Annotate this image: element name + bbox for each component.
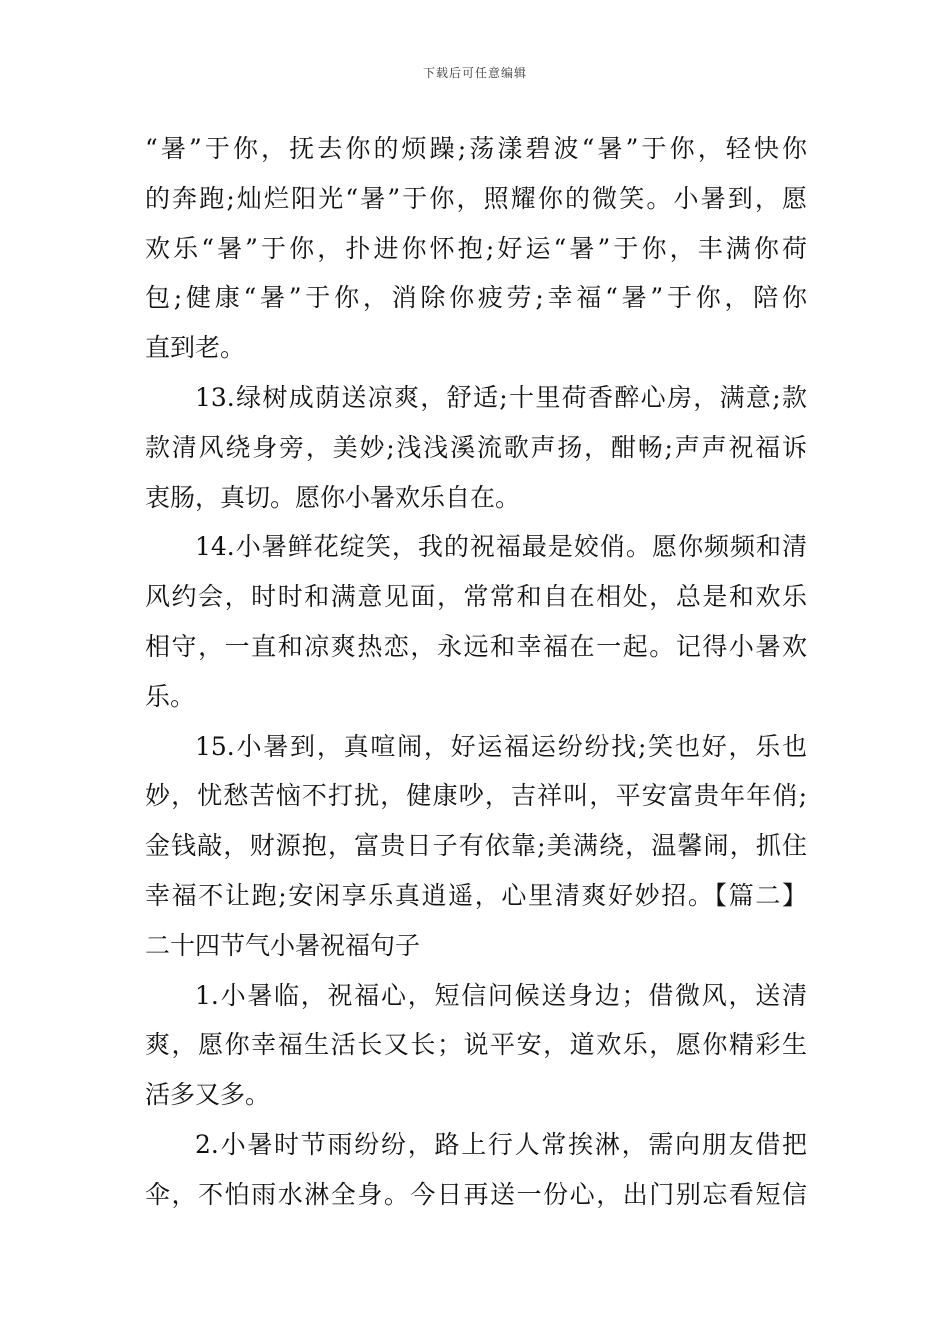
text-line: 14.小暑鲜花绽笑，我的祝福最是姣俏。愿你频频和清 [195,532,807,562]
page-header: 下载后可任意编辑 [422,66,527,80]
text-line: 二十四节气小暑祝福句子 [145,930,421,960]
text-line: 包;健康“暑”于你，消除你疲劳;幸福“暑”于你，陪你 [145,283,807,313]
text-line: 金钱敲，财源抱，富贵日子有依靠;美满绕，温馨闹，抓住 [145,831,807,861]
text-line: 伞，不怕雨水淋全身。今日再送一份心，出门别忘看短信 [145,1179,807,1209]
text-line: “暑”于你，抚去你的烦躁;荡漾碧波“暑”于你，轻快你 [145,134,807,163]
text-line: 2.小暑时节雨纷纷，路上行人常挨淋，需向朋友借把 [195,1129,807,1159]
text-line: 13.绿树成荫送凉爽，舒适;十里荷香醉心房，满意;款 [195,382,807,412]
text-line: 幸福不让跑;安闲享乐真逍遥，心里清爽好妙招。【篇二】 [145,880,807,910]
text-line: 直到老。 [145,333,246,363]
text-line: 相守，一直和凉爽热恋，永远和幸福在一起。记得小暑欢 [145,631,807,661]
text-line: 乐。 [145,681,196,711]
document-body [145,124,807,1220]
text-line: 欢乐“暑”于你，扑进你怀抱;好运“暑”于你，丰满你荷 [145,233,807,263]
text-line: 15.小暑到，真喧闹，好运福运纷纷找;笑也好，乐也 [195,731,807,761]
text-line: 妙，忧愁苦恼不打扰，健康吵，吉祥叫，平安富贵年年俏; [145,781,807,811]
text-line: 风约会，时时和满意见面，常常和自在相处，总是和欢乐 [145,582,807,612]
text-line: 款清风绕身旁，美妙;浅浅溪流歌声扬，酣畅;声声祝福诉 [145,432,807,462]
text-line: 活多又多。 [145,1080,271,1110]
text-line: 的奔跑;灿烂阳光“暑”于你，照耀你的微笑。小暑到，愿 [145,183,807,213]
text-line: 1.小暑临，祝福心，短信问候送身边；借微风，送清 [195,980,807,1010]
text-line: 衷肠，真切。愿你小暑欢乐自在。 [145,482,521,512]
text-line: 爽，愿你幸福生活长又长；说平安，道欢乐，愿你精彩生 [145,1030,807,1060]
